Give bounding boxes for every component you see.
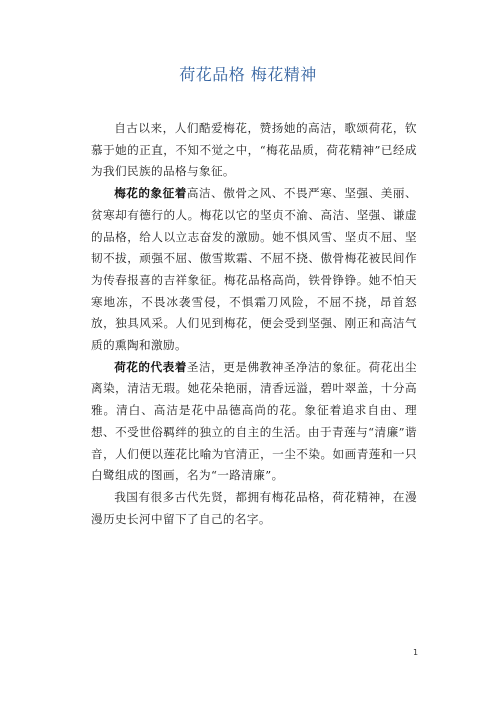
paragraph-conclusion xyxy=(91,487,417,530)
paragraph-plum xyxy=(91,183,417,357)
document-body xyxy=(91,118,417,530)
paragraph-intro xyxy=(91,118,417,183)
document-title: 荷花品格 梅花精神 xyxy=(179,65,317,84)
paragraph-plum-text: 高洁、傲骨之风、不畏严寒、坚强、美丽、贫寒却有德行的人。梅花以它的坚贞不渝、高洁、坚强、谦虚的品格，给人以立志奋发的激励。她不惧风雪、坚贞不屈、坚韧不拔，顽强不屈、傲雪欺霜、不屈不挠、傲骨梅花被民间作为传春报喜的吉祥象征。梅花品格高尚，铁骨铮铮。她不怕天寒地冻，不畏冰袭雪侵，不惧霜刀风险，不屈不挠，昂首怒放，独具风采。人们见到梅花，便会受到坚强、刚正和高洁气质的熏陶和激励。 xyxy=(91,186,417,353)
paragraph-lotus-text: 圣洁，更是佛教神圣净洁的象征。荷花出尘离染，清洁无瑕。她花朵艳丽，清香远溢，碧叶翠盖，十分高雅。清白、高洁是花中品德高尚的花。象征着追求自由、理想、不受世俗羁绊的独立的自主的生活。由于青莲与“清廉”谐音，人们便以莲花比喻为官清正，一尘不染。如画青莲和一只白鹭组成的图画，名为“一路清廉”。 xyxy=(91,359,417,483)
page-number: 1 xyxy=(413,648,419,657)
paragraph-lotus-lead: 荷花的代表着 xyxy=(114,359,187,374)
paragraph-lotus xyxy=(91,357,417,487)
paragraph-plum-lead: 梅花的象征着 xyxy=(114,186,187,201)
paragraph-conclusion-text: 我国有很多古代先贤，都拥有梅花品格，荷花精神，在漫漫历史长河中留下了自己的名字。 xyxy=(91,489,417,526)
paragraph-intro-text: 自古以来，人们酷爱梅花，赞扬她的高洁，歌颂荷花，钦慕于她的正直，不知不觉之中，“梅花品质，荷花精神”已经成为我们民族的品格与象征。 xyxy=(91,121,417,179)
